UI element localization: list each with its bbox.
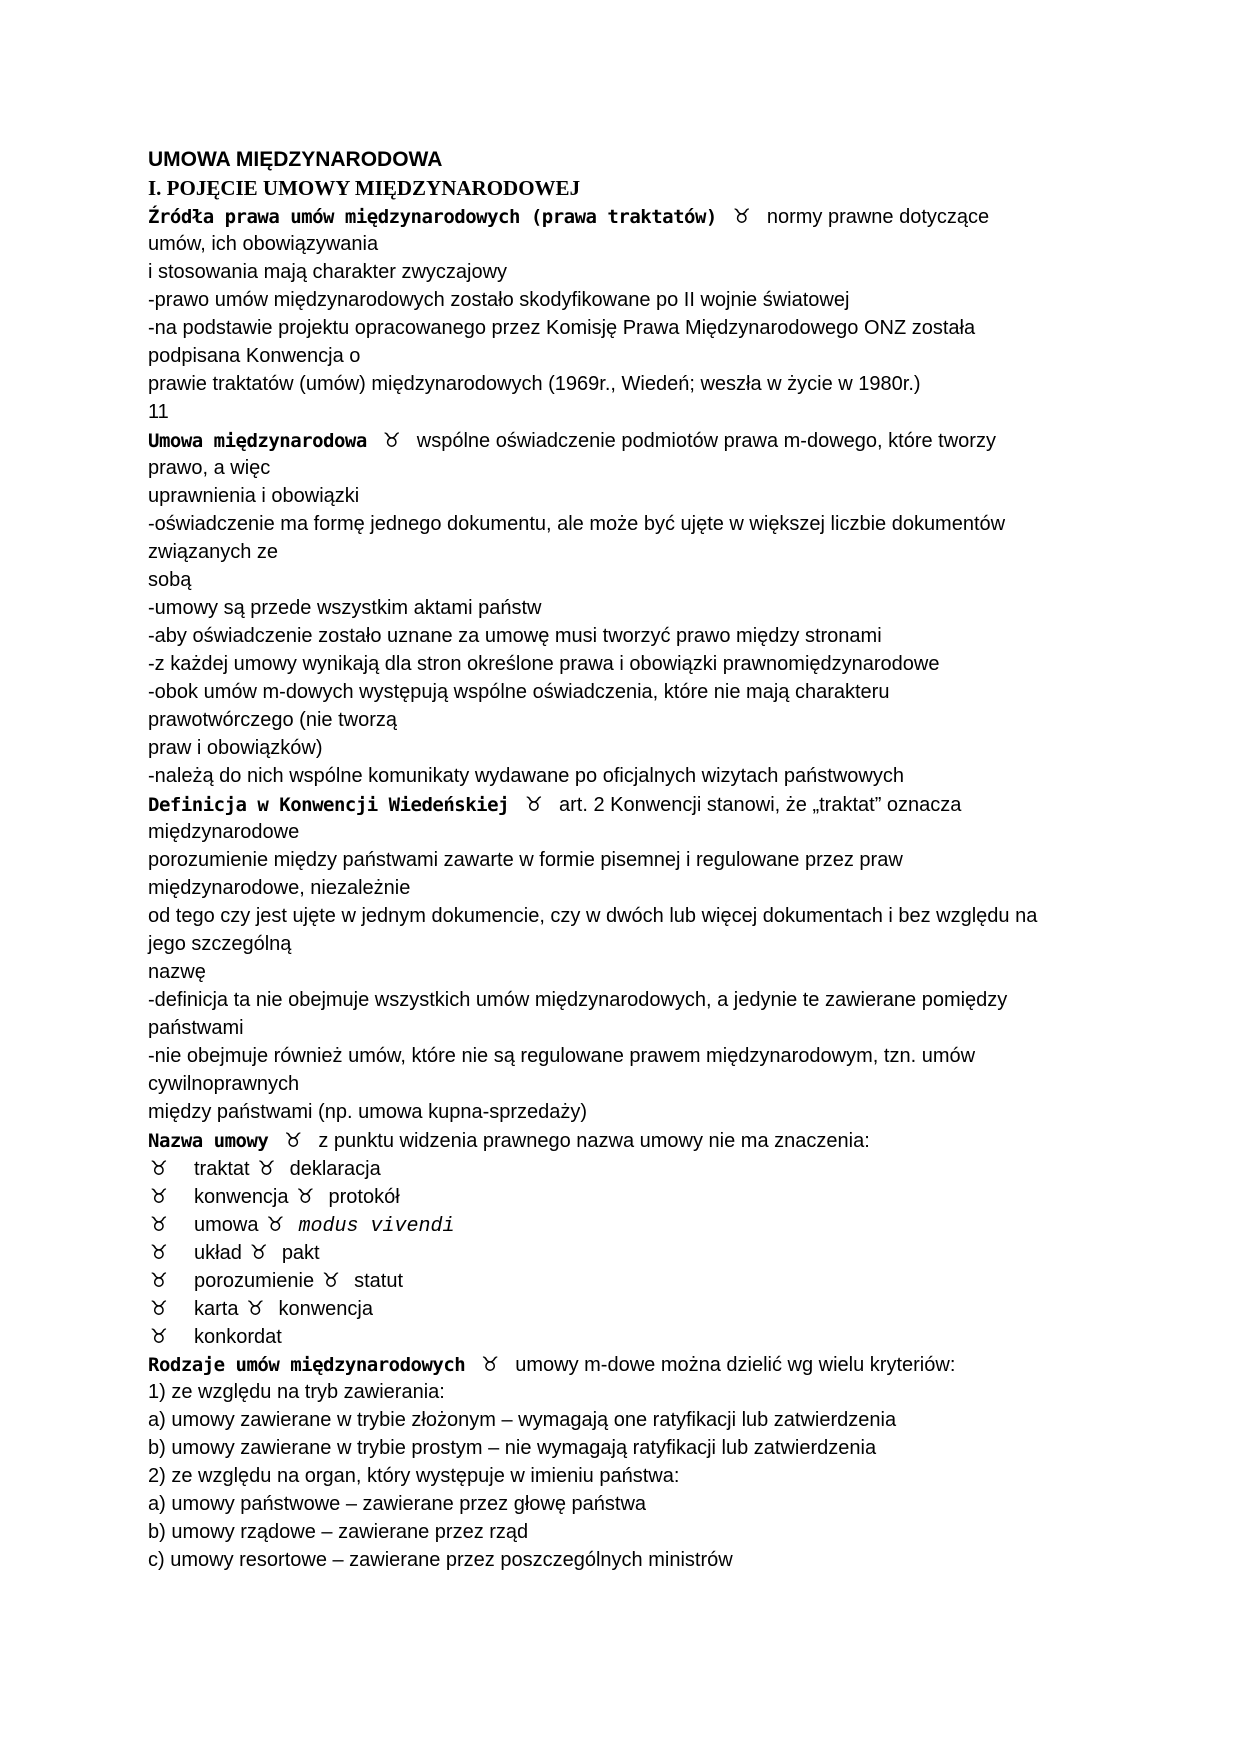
text-line: cywilnoprawnych xyxy=(148,1073,300,1095)
name-a: traktat xyxy=(194,1158,250,1180)
paragraph-name-lead xyxy=(148,1126,1098,1154)
paragraph-types-lead xyxy=(148,1350,1098,1378)
taurus-icon: ♉ xyxy=(266,1212,285,1236)
text-line: a) umowy zawierane w trybie złożonym – wymagają one ratyfikacji lub zatwierdzenia xyxy=(148,1409,897,1431)
text-line: b) umowy rządowe – zawierane przez rząd xyxy=(148,1521,529,1543)
name-b: konwencja xyxy=(278,1298,373,1320)
text-line: -z każdej umowy wynikają dla stron określone prawa i obowiązki prawnomiędzynarodowe xyxy=(148,653,940,675)
name-b: deklaracja xyxy=(289,1158,381,1180)
taurus-icon: ♉ xyxy=(150,1184,168,1208)
term-sources: Źródła prawa umów międzynarodowych (prawa traktatów) xyxy=(148,206,717,228)
list-item xyxy=(148,1238,1098,1266)
taurus-icon: ♉ xyxy=(150,1212,168,1236)
document-title: UMOWA MIĘDZYNARODOWA xyxy=(148,148,443,171)
taurus-icon: ♉ xyxy=(150,1296,168,1320)
text-line: -obok umów m-dowych występują wspólne oświadczenia, które nie mają charakteru xyxy=(148,681,890,703)
text-line: -umowy są przede wszystkim aktami państw xyxy=(148,597,542,619)
definition-text: art. 2 Konwencji stanowi, że „traktat” oznacza xyxy=(559,794,962,816)
taurus-icon: ♉ xyxy=(382,428,401,452)
taurus-icon: ♉ xyxy=(322,1268,341,1292)
name-a: umowa xyxy=(194,1214,259,1236)
name-a: konkordat xyxy=(194,1326,282,1348)
list-item xyxy=(148,1294,1098,1322)
taurus-icon: ♉ xyxy=(284,1128,303,1152)
text-line: prawotwórczego (nie tworzą xyxy=(148,709,397,731)
taurus-icon: ♉ xyxy=(150,1268,168,1292)
text-line: 2) ze względu na organ, który występuje w imieniu państwa: xyxy=(148,1465,680,1487)
name-a: porozumienie xyxy=(194,1270,315,1292)
definition-text: umowy m-dowe można dzielić wg wielu kryteriów: xyxy=(515,1354,956,1376)
page-number: 11 xyxy=(148,401,169,423)
text-line: od tego czy jest ujęte w jednym dokumencie, czy w dwóch lub więcej dokumentach i bez względu na xyxy=(148,905,1038,927)
text-line: i stosowania mają charakter zwyczajowy xyxy=(148,261,508,283)
paragraph-agreement-lead xyxy=(148,426,1098,454)
taurus-icon: ♉ xyxy=(481,1352,500,1376)
text-line: -oświadczenie ma formę jednego dokumentu, ale może być ujęte w większej liczbie dokumentów xyxy=(148,513,1006,535)
text-line: międzynarodowe, niezależnie xyxy=(148,877,411,899)
list-item xyxy=(148,1266,1098,1294)
definition-text: z punktu widzenia prawnego nazwa umowy nie ma znaczenia: xyxy=(318,1130,870,1152)
text-line: prawie traktatów (umów) międzynarodowych (1969r., Wiedeń; weszła w życie w 1980r.) xyxy=(148,373,921,395)
taurus-icon: ♉ xyxy=(246,1296,265,1320)
text-line: uprawnienia i obowiązki xyxy=(148,485,360,507)
text-line: -aby oświadczenie zostało uznane za umowę musi tworzyć prawo między stronami xyxy=(148,625,882,647)
text-line: prawo, a więc xyxy=(148,457,271,479)
text-line: umów, ich obowiązywania xyxy=(148,233,379,255)
text-line: państwami xyxy=(148,1017,244,1039)
taurus-icon: ♉ xyxy=(150,1240,168,1264)
text-line: -nie obejmuje również umów, które nie są regulowane prawem międzynarodowym, tzn. umów xyxy=(148,1045,976,1067)
name-a: konwencja xyxy=(194,1186,289,1208)
name-b: statut xyxy=(354,1270,403,1292)
term-name: Nazwa umowy xyxy=(148,1130,269,1152)
term-agreement: Umowa międzynarodowa xyxy=(148,430,367,452)
text-line: nazwę xyxy=(148,961,206,983)
name-b: modus vivendi xyxy=(298,1215,455,1238)
text-line: 1) ze względu na tryb zawierania: xyxy=(148,1381,445,1403)
term-types: Rodzaje umów międzynarodowych xyxy=(148,1354,466,1376)
text-line: sobą xyxy=(148,569,192,591)
text-line: związanych ze xyxy=(148,541,279,563)
taurus-icon: ♉ xyxy=(732,204,751,228)
text-line: między państwami (np. umowa kupna-sprzedaży) xyxy=(148,1101,588,1123)
text-line: -należą do nich wspólne komunikaty wydawane po oficjalnych wizytach państwowych xyxy=(148,765,904,787)
text-line: -na podstawie projektu opracowanego przez Komisję Prawa Międzynarodowego ONZ została xyxy=(148,317,976,339)
taurus-icon: ♉ xyxy=(257,1156,276,1180)
definition-text: normy prawne dotyczące xyxy=(766,206,990,228)
text-line: jego szczególną xyxy=(148,933,292,955)
definition-text: wspólne oświadczenie podmiotów prawa m-dowego, które tworzy xyxy=(416,430,996,452)
name-b: pakt xyxy=(281,1242,320,1264)
taurus-icon: ♉ xyxy=(296,1184,315,1208)
text-line: -definicja ta nie obejmuje wszystkich umów międzynarodowych, a jedynie te zawierane pomiędzy xyxy=(148,989,1008,1011)
name-b: protokół xyxy=(328,1186,400,1208)
name-a: układ xyxy=(194,1242,242,1264)
taurus-icon: ♉ xyxy=(525,792,543,816)
section-heading: I. POJĘCIE UMOWY MIĘDZYNARODOWEJ xyxy=(148,176,581,200)
paragraph-definition-lead xyxy=(148,790,1098,818)
list-item xyxy=(148,1322,1098,1350)
list-item xyxy=(148,1154,1098,1182)
text-line: a) umowy państwowe – zawierane przez głowę państwa xyxy=(148,1493,647,1515)
term-definition: Definicja w Konwencji Wiedeńskiej xyxy=(148,794,509,816)
text-line: porozumienie między państwami zawarte w formie pisemnej i regulowane przez praw xyxy=(148,849,903,871)
document-page xyxy=(148,146,1098,1574)
list-item xyxy=(148,1210,1098,1238)
text-line: b) umowy zawierane w trybie prostym – nie wymagają ratyfikacji lub zatwierdzenia xyxy=(148,1437,877,1459)
text-line: praw i obowiązków) xyxy=(148,737,323,759)
taurus-icon: ♉ xyxy=(150,1156,168,1180)
text-line: -prawo umów międzynarodowych zostało skodyfikowane po II wojnie światowej xyxy=(148,289,850,311)
list-item xyxy=(148,1182,1098,1210)
text-line: c) umowy resortowe – zawierane przez poszczególnych ministrów xyxy=(148,1549,733,1571)
name-a: karta xyxy=(194,1298,239,1320)
text-line: międzynarodowe xyxy=(148,821,300,843)
taurus-icon: ♉ xyxy=(249,1240,268,1264)
taurus-icon: ♉ xyxy=(150,1324,168,1348)
paragraph-sources-lead xyxy=(148,202,1098,230)
text-line: podpisana Konwencja o xyxy=(148,345,361,367)
